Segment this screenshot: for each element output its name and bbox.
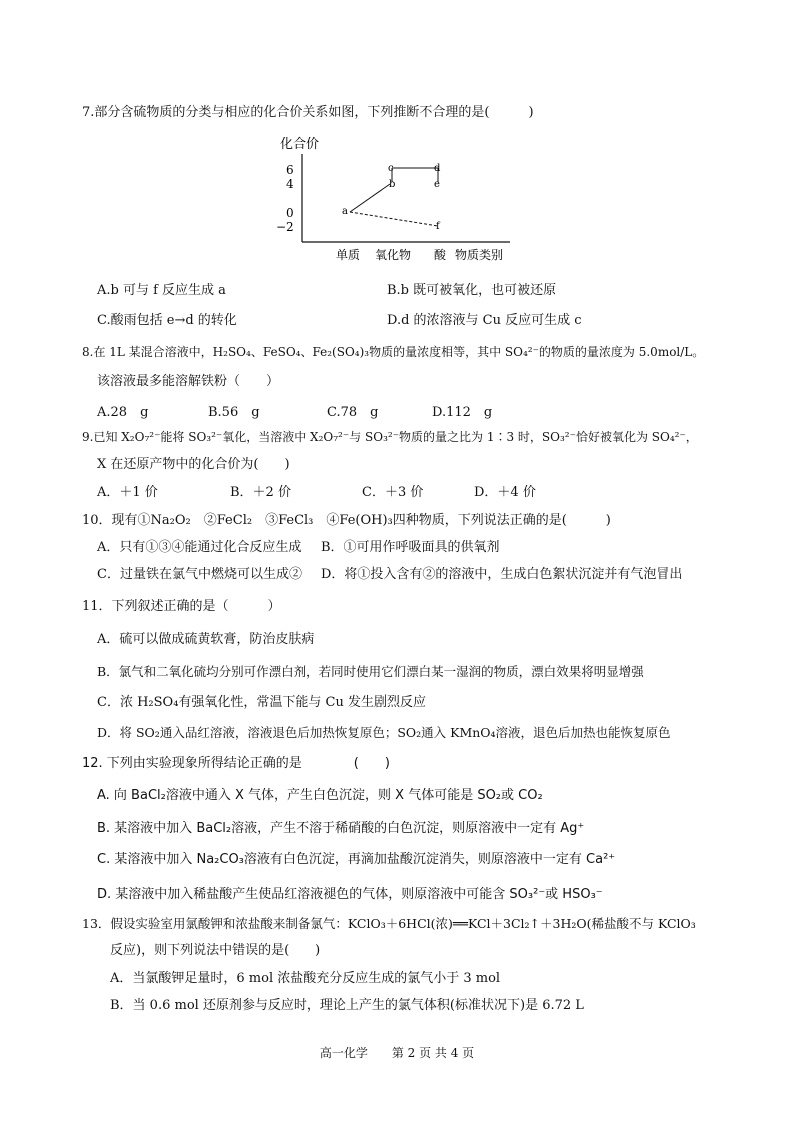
xlabel-acid: 酸 — [434, 248, 447, 262]
q9-option-a: A．＋1 价 — [97, 485, 158, 500]
xlabel-category: 物质类别 — [455, 248, 504, 262]
point-b: b — [389, 179, 396, 190]
q12-option-d: D. 某溶液中加入稀盐酸产生使品红溶液褪色的气体，则原溶液中可能含 SO₃²⁻或 HSO₃⁻ — [97, 887, 603, 902]
q9-stem-line1: 9.已知 X₂O₇²⁻能将 SO₃²⁻氧化，当溶液中 X₂O₇²⁻与 SO₃²⁻物质的量之比为 1∶3 时，SO₃²⁻恰好被氧化为 SO₄²⁻， — [82, 430, 698, 444]
q8-option-c: C.78 g — [327, 405, 379, 420]
ytick-neg2: −2 — [276, 220, 294, 234]
page-footer: 高一化学 第 2 页 共 4 页 — [319, 1046, 475, 1060]
q11-option-b: B．氯气和二氧化硫均分别可作漂白剂，若同时使用它们漂白某一湿润的物质，漂白效果将明显增强 — [97, 664, 644, 679]
q7-option-d: D.d 的浓溶液与 Cu 反应可生成 c — [387, 313, 582, 328]
q12-option-b: B. 某溶液中加入 BaCl₂溶液，产生不溶于稀硝酸的白色沉淀，则原溶液中一定有 Ag⁺ — [97, 821, 585, 836]
ytick-0: 0 — [286, 206, 294, 220]
point-a: a — [342, 206, 348, 217]
xlabel-oxide: 氧化物 — [375, 248, 412, 262]
q8-option-a: A.28 g — [97, 405, 149, 420]
xlabel-element: 单质 — [336, 248, 361, 262]
q11-option-d: D．将 SO₂通入品红溶液，溶液退色后加热恢复原色；SO₂通入 KMnO₄溶液，退色后加热也能恢复原色 — [97, 725, 671, 740]
q9-stem-line2: X 在还原产物中的化合价为( ) — [97, 457, 290, 472]
chart-ylabel: 化合价 — [280, 137, 320, 152]
q11-option-a: A．硫可以做成硫黄软膏，防治皮肤病 — [97, 632, 315, 647]
q9-option-b: B．＋2 价 — [230, 485, 291, 500]
q9-option-c: C．＋3 价 — [362, 485, 424, 500]
q8-stem-line1: 8.在 1L 某混合溶液中，H₂SO₄、FeSO₄、Fe₂(SO₄)₃物质的量浓度相等，其中 SO₄²⁻的物质的量浓度为 5.0mol/L。 — [82, 345, 705, 359]
q11-stem: 11．下列叙述正确的是（ ） — [82, 599, 281, 614]
q12-option-a: A. 向 BaCl₂溶液中通入 X 气体，产生白色沉淀，则 X 气体可能是 SO₂或 CO₂ — [97, 788, 543, 803]
q13-stem-line2: 反应)，则下列说法中错误的是( ) — [110, 943, 321, 958]
q10-stem: 10．现有①Na₂O₂ ②FeCl₂ ③FeCl₃ ④Fe(OH)₃四种物质，下列说法正确的是( ) — [82, 513, 611, 528]
q7-option-a: A.b 可与 f 反应生成 a — [97, 283, 226, 298]
q7-option-b: B.b 既可被氧化，也可被还原 — [387, 283, 557, 298]
ytick-6: 6 — [286, 163, 294, 177]
q8-option-b: B.56 g — [208, 405, 260, 420]
q10-option-b: B．①可用作呼吸面具的供氧剂 — [321, 540, 500, 555]
q13-option-a: A．当氯酸钾足量时，6 mol 浓盐酸充分反应生成的氯气小于 3 mol — [110, 971, 501, 986]
point-c: c — [388, 163, 394, 174]
q8-stem-line2: 该溶液最多能溶解铁粉（ ） — [97, 374, 280, 389]
point-f: f — [436, 221, 440, 232]
q12-option-c: C. 某溶液中加入 Na₂CO₃溶液有白色沉淀，再滴加盐酸沉淀消失，则原溶液中一定有 Ca²⁺ — [97, 852, 616, 867]
q13-stem-line1: 13．假设实验室用氯酸钾和浓盐酸来制备氯气：KClO₃＋6HCl(浓)══KCl＋3Cl₂↑＋3H₂O(稀盐酸不与 KClO₃ — [82, 916, 696, 931]
q12-stem: 12. 下列由实验现象所得结论正确的是 ( ) — [82, 756, 390, 771]
q8-option-d: D.112 g — [432, 405, 493, 420]
q13-option-b: B．当 0.6 mol 还原剂参与反应时，理论上产生的氯气体积(标准状况下)是 6.72 L — [110, 998, 584, 1013]
q9-option-d: D．＋4 价 — [474, 485, 536, 500]
q10-option-c: C．过量铁在氯气中燃烧可以生成② — [97, 567, 302, 582]
point-d: d — [434, 163, 441, 174]
q7-option-c: C.酸雨包括 e→d 的转化 — [97, 313, 237, 328]
ytick-4: 4 — [286, 177, 294, 191]
q11-option-c: C．浓 H₂SO₄有强氧化性，常温下能与 Cu 发生剧烈反应 — [97, 695, 426, 710]
q10-option-a: A．只有①③④能通过化合反应生成 — [97, 540, 302, 555]
q7-valence-chart — [270, 132, 530, 262]
q7-stem: 7.部分含硫物质的分类与相应的化合价关系如图，下列推断不合理的是( ) — [82, 105, 534, 120]
q10-option-d: D．将①投入含有②的溶液中，生成白色絮状沉淀并有气泡冒出 — [321, 567, 683, 582]
point-e: e — [434, 179, 440, 190]
